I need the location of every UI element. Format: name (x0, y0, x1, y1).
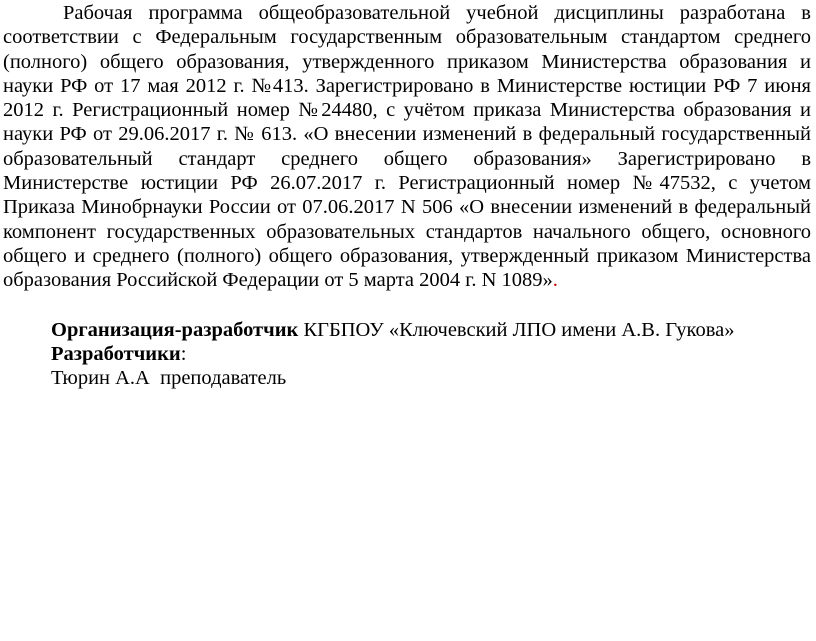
developers-label: Разработчики (51, 342, 181, 365)
developer-info-block (3, 318, 811, 391)
paragraph-end-mark: . (552, 269, 558, 292)
organization-name: КГБПОУ «Ключевский ЛПО имени А.В. Гукова» (298, 318, 735, 341)
developer-name-role: Тюрин А.А преподаватель (51, 367, 287, 390)
program-description-text: Рабочая программа общеобразовательной учебной дисциплины разработана в соответствии с Федеральным государственным образовательным стандартом среднего (полного) общего образования, утвержденного приказом Министерства образования и науки РФ от 17 мая 2012 г. №413. Зарегистрировано в Министерстве юстиции РФ 7 июня 2012 г. Регистрационный номер №24480, с учётом приказа Министерства образования и науки РФ от 29.06.2017 г. № 613. «О внесении изменений в федеральный государственный образовательный стандарт среднего общего образования» Зарегистрировано в Министерстве юстиции РФ 26.07.2017 г. Регистрационный номер №47532, с учетом Приказа Минобрнауки России от 07.06.2017 N 506 «О внесении изменений в федеральный компонент государственных образовательных стандартов начального общего, основного общего и среднего (полного) общего образования, утвержденный приказом Министерства образования Российской Федерации от 5 марта 2004 г. N 1089» (3, 2, 811, 292)
document-page (3, 0, 811, 390)
developers-heading-line (51, 342, 811, 366)
program-description-paragraph (3, 0, 811, 293)
developer-entry (51, 366, 811, 390)
organization-line (51, 318, 811, 342)
developers-colon: : (180, 342, 187, 365)
organization-label: Организация-разработчик (51, 318, 299, 341)
